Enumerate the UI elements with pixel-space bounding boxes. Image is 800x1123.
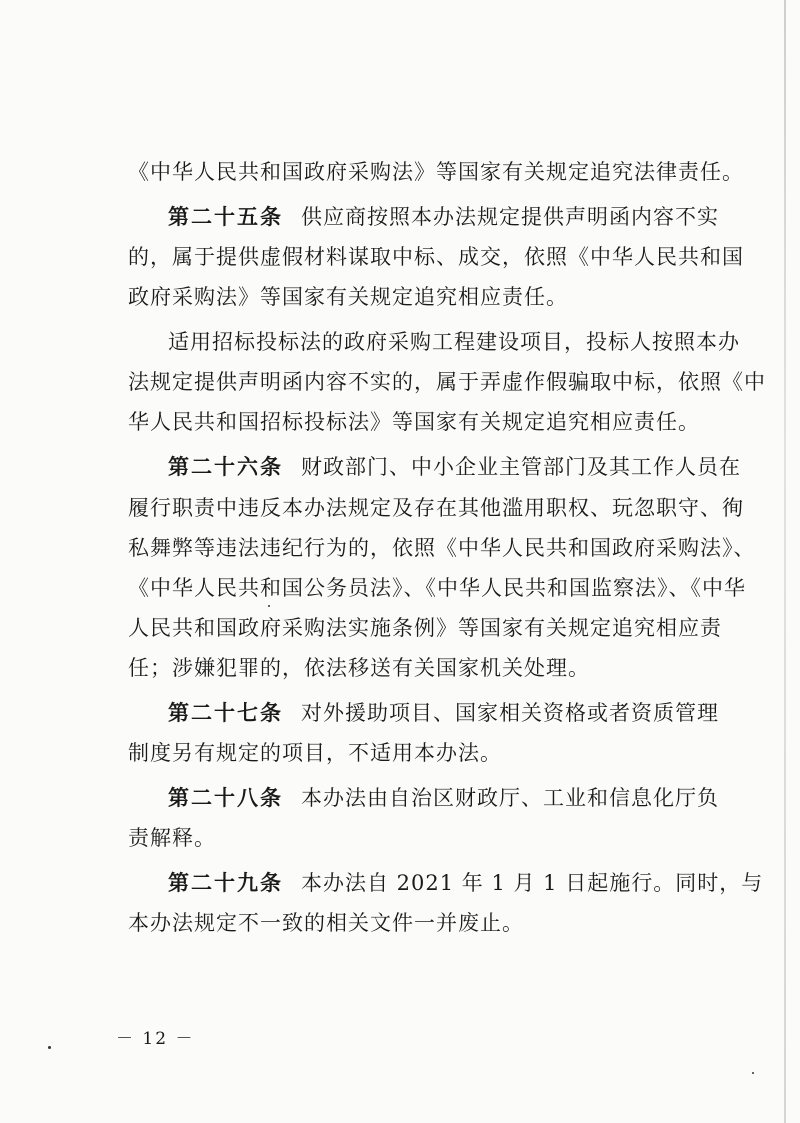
text-line: 的，属于提供虚假材料谋取中标、成交，依照《中华人民共和国 — [128, 245, 744, 269]
article-number: 第二十六条 — [168, 454, 283, 479]
text-line: 《中华人民共和国公务员法》、《中华人民共和国监察法》、《中华 — [128, 576, 746, 600]
article-text: 本办法由自治区财政厅、工业和信息化厅负 — [301, 786, 719, 810]
article-28 — [168, 784, 719, 812]
text-line: 履行职责中违反本办法规定及存在其他滥用职权、玩忽职守、徇 — [128, 496, 744, 520]
article-number: 第二十八条 — [168, 785, 283, 810]
scan-edge-shadow — [784, 0, 786, 1123]
page-number: － 12 － — [116, 1029, 195, 1049]
article-text: 供应商按照本办法规定提供声明函内容不实 — [301, 205, 719, 229]
text-line: 政府采购法》等国家有关规定追究相应责任。 — [128, 285, 568, 309]
article-text: 财政部门、中小企业主管部门及其工作人员在 — [301, 455, 741, 479]
scan-speck — [48, 1046, 51, 1049]
article-29 — [168, 869, 764, 897]
text-line: 人民共和国政府采购法实施条例》等国家有关规定追究相应责 — [128, 616, 722, 640]
article-25 — [168, 203, 719, 231]
article-text: 本办法自 2021 年 1 月 1 日起施行。同时，与 — [301, 871, 764, 895]
article-number: 第二十七条 — [168, 700, 283, 725]
article-number: 第二十九条 — [168, 870, 283, 895]
text-line: 任；涉嫌犯罪的，依法移送有关国家机关处理。 — [128, 656, 590, 680]
text-line: 本办法规定不一致的相关文件一并废止。 — [128, 911, 524, 935]
text-line: 适用招标投标法的政府采购工程建设项目，投标人按照本办 — [168, 330, 740, 354]
text-line: 《中华人民共和国政府采购法》等国家有关规定追究法律责任。 — [128, 160, 744, 184]
scan-speck — [752, 1072, 754, 1074]
text-line: 华人民共和国招标投标法》等国家有关规定追究相应责任。 — [128, 410, 700, 434]
article-26 — [168, 453, 741, 481]
text-line: 法规定提供声明函内容不实的，属于弄虚作假骗取中标，依照《中 — [128, 370, 766, 394]
article-number: 第二十五条 — [168, 204, 283, 229]
scan-speck — [268, 605, 270, 607]
text-line: 责解释。 — [128, 826, 216, 850]
article-27 — [168, 699, 719, 727]
text-line: 制度另有规定的项目，不适用本办法。 — [128, 741, 502, 765]
article-text: 对外援助项目、国家相关资格或者资质管理 — [301, 701, 719, 725]
text-line: 私舞弊等违法违纪行为的，依照《中华人民共和国政府采购法》、 — [128, 536, 756, 560]
